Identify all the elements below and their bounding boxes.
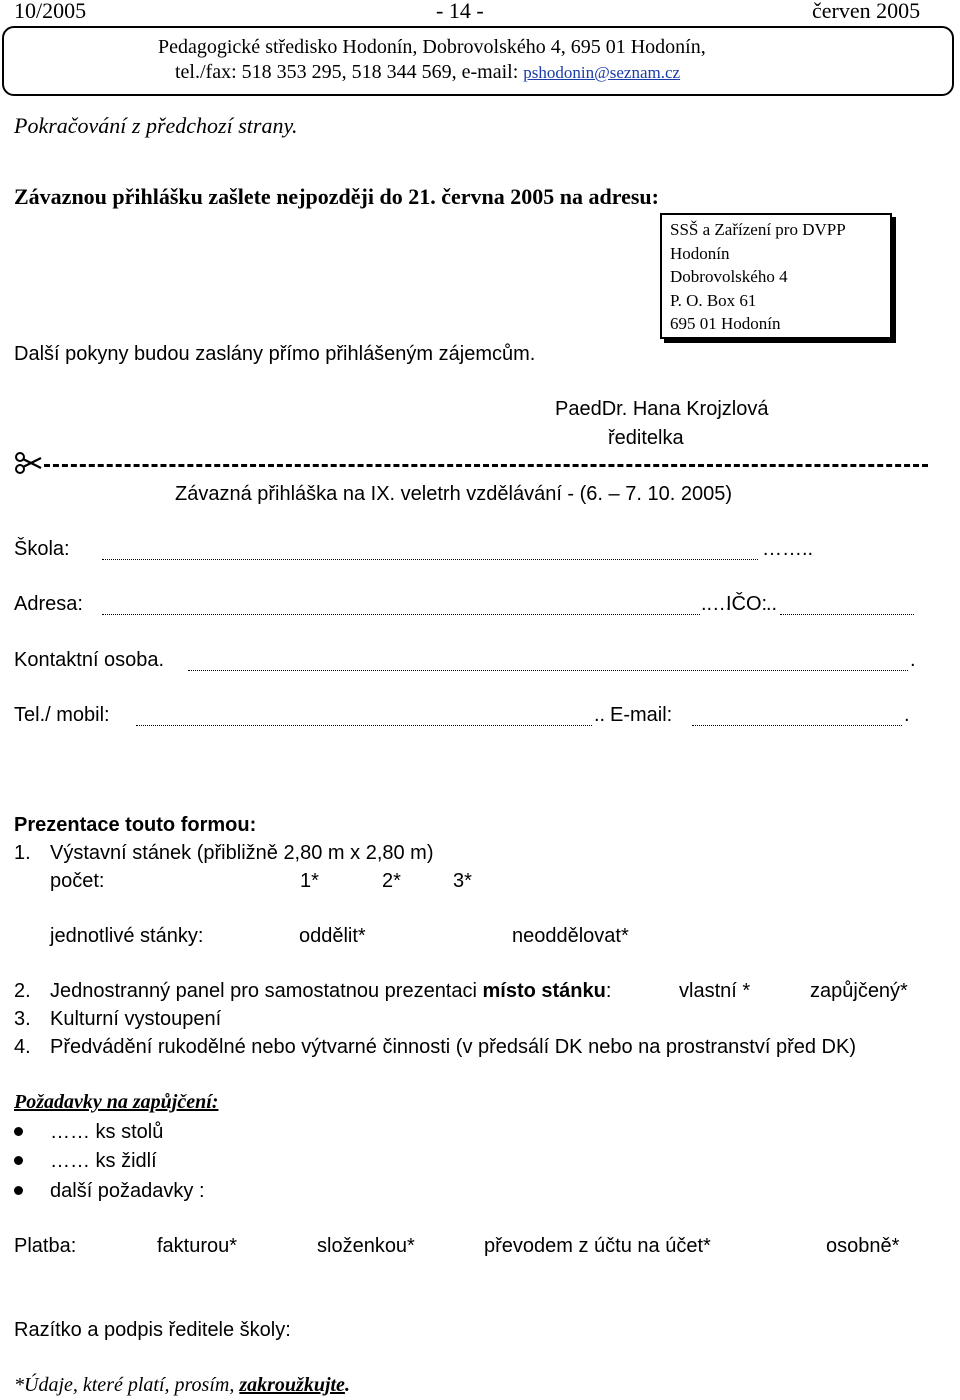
address-line: 695 01 Hodonín bbox=[670, 314, 781, 333]
item-panel bbox=[50, 979, 611, 1003]
count-option-2[interactable]: 2* bbox=[382, 870, 401, 892]
form-title: Závazná přihláška na IX. veletrh vzdělávání - (6. – 7. 10. 2005) bbox=[175, 483, 732, 505]
item-demonstration[interactable]: Předvádění rukodělné nebo výtvarné činnosti (v předsálí DK nebo na prostranství před DK) bbox=[50, 1036, 856, 1058]
bullet-icon bbox=[14, 1186, 23, 1195]
panel-option-own[interactable]: vlastní * bbox=[679, 980, 751, 1002]
footnote-text: *Údaje, které platí, prosím, bbox=[14, 1374, 240, 1396]
phone-tail: .. bbox=[594, 704, 606, 726]
deadline-text: Závaznou přihlášku zašlete nejpozději do 21. června 2005 na adresu: bbox=[14, 184, 659, 209]
contact-label: Kontaktní osoba. bbox=[14, 649, 165, 671]
email-link[interactable]: pshodonin@seznam.cz bbox=[523, 63, 681, 82]
scissors-icon bbox=[14, 452, 42, 479]
requirement-other: další požadavky : bbox=[50, 1180, 205, 1202]
payment-option-postal[interactable]: složenkou* bbox=[317, 1235, 415, 1257]
issue-month: červen 2005 bbox=[812, 0, 921, 23]
ico-field[interactable] bbox=[780, 598, 914, 615]
address-line: Dobrovolského 4 bbox=[670, 267, 788, 286]
email-label: E-mail: bbox=[610, 704, 673, 726]
requirements-heading bbox=[14, 1090, 218, 1114]
item-number: 1. bbox=[14, 842, 31, 864]
panel-option-borrowed[interactable]: zapůjčený* bbox=[810, 980, 908, 1002]
ico-tail: .. bbox=[766, 593, 778, 615]
ico-label: IČO: bbox=[726, 593, 768, 615]
header-contact bbox=[175, 60, 680, 85]
address-label: Adresa: bbox=[14, 593, 83, 615]
item-stand: Výstavní stánek (přibližně 2,80 m x 2,80 m) bbox=[50, 842, 434, 864]
stands-option-joined[interactable]: neoddělovat* bbox=[512, 925, 629, 947]
signatory-role: ředitelka bbox=[608, 427, 684, 449]
cut-line bbox=[44, 464, 928, 467]
item-panel-text: Jednostranný panel pro samostatnou prezentaci bbox=[50, 980, 483, 1002]
requirement-chairs: …… ks židlí bbox=[50, 1150, 157, 1172]
bullet-icon bbox=[14, 1156, 23, 1165]
school-tail: …….. bbox=[762, 538, 814, 560]
continuation-note: Pokračování z předchozí strany. bbox=[14, 113, 298, 138]
address-field[interactable] bbox=[102, 598, 700, 615]
requirement-tables: …… ks stolů bbox=[50, 1121, 164, 1143]
payment-option-transfer[interactable]: převodem z účtu na účet* bbox=[484, 1235, 711, 1257]
contact-field[interactable] bbox=[188, 654, 908, 671]
item-number: 2. bbox=[14, 980, 31, 1002]
footnote-emphasis: zakroužkujte bbox=[239, 1374, 345, 1396]
item-number: 4. bbox=[14, 1036, 31, 1058]
page-number: - 14 - bbox=[436, 0, 484, 23]
address-line: SSŠ a Zařízení pro DVPP bbox=[670, 220, 846, 239]
payment-option-personal[interactable]: osobně* bbox=[826, 1235, 900, 1257]
bullet-icon bbox=[14, 1127, 23, 1136]
address-line: P. O. Box 61 bbox=[670, 290, 757, 310]
stands-label: jednotlivé stánky: bbox=[50, 925, 204, 947]
item-panel-emphasis: místo stánku bbox=[482, 980, 606, 1002]
count-label: počet: bbox=[50, 870, 105, 892]
ico-lead: ..… bbox=[701, 593, 733, 615]
signatory-name: PaedDr. Hana Krojzlová bbox=[555, 398, 769, 420]
address-box bbox=[660, 213, 892, 339]
payment-label: Platba: bbox=[14, 1235, 77, 1257]
school-field[interactable] bbox=[102, 543, 758, 560]
footnote-end: . bbox=[344, 1374, 350, 1396]
email-field[interactable] bbox=[692, 709, 902, 726]
item-number: 3. bbox=[14, 1008, 31, 1030]
presentation-heading: Prezentace touto formou: bbox=[14, 814, 257, 836]
requirements-heading-text: Požadavky na zapůjčení: bbox=[14, 1091, 219, 1113]
payment-option-invoice[interactable]: fakturou* bbox=[157, 1235, 238, 1257]
header-contact-text: tel./fax: 518 353 295, 518 344 569, e-mail: bbox=[175, 61, 524, 83]
issue-number: 10/2005 bbox=[14, 0, 87, 23]
contact-tail: . bbox=[910, 649, 916, 671]
item-culture[interactable]: Kulturní vystoupení bbox=[50, 1008, 222, 1030]
count-option-3[interactable]: 3* bbox=[453, 870, 472, 892]
stands-option-separate[interactable]: oddělit* bbox=[299, 925, 366, 947]
further-info: Další pokyny budou zaslány přímo přihlášeným zájemcům. bbox=[14, 343, 536, 365]
email-tail: . bbox=[904, 704, 910, 726]
phone-label: Tel./ mobil: bbox=[14, 704, 110, 726]
phone-field[interactable] bbox=[136, 709, 592, 726]
address-line: Hodonín bbox=[670, 243, 730, 263]
stamp-label: Razítko a podpis ředitele školy: bbox=[14, 1319, 291, 1341]
item-panel-colon: : bbox=[605, 980, 612, 1002]
school-label: Škola: bbox=[14, 538, 70, 560]
header-org: Pedagogické středisko Hodonín, Dobrovolského 4, 695 01 Hodonín, bbox=[158, 36, 706, 58]
footnote bbox=[14, 1373, 350, 1397]
count-option-1[interactable]: 1* bbox=[300, 870, 319, 892]
